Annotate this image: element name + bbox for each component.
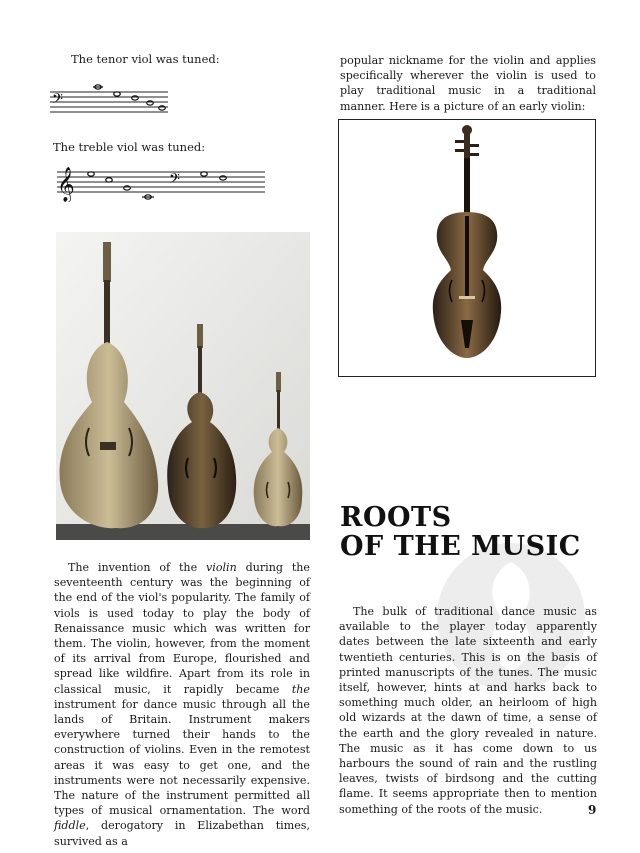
svg-text:𝄢: 𝄢 (169, 171, 180, 191)
roots-of-music-heading: ROOTS OF THE MUSIC (340, 502, 581, 562)
svg-text:𝄞: 𝄞 (57, 167, 75, 202)
tenor-viol-staff (50, 84, 170, 124)
treble-viol-staff (57, 164, 267, 202)
viols-photo (56, 232, 310, 540)
svg-text:𝄢: 𝄢 (52, 91, 63, 111)
violin-history-paragraph: The invention of the violin during the seventeenth century was the beginning of the end of the viol's popularity. The family of viols is used today to play the body of Renaissance music which was written for them. The violin, however, from the moment of its arrival from Europe, flourished and spread like wildfire. Apart from its role in classical music, it rapidly became the instrument for dance music through all the lands of Britain. Instrument makers everywhere turned their hands to the construction of violins. Even in the remotest areas it was easy to get one, and the instruments were not necessarily expensive. The nature of the instrument permitted all types of musical ornamentation. The word fiddle, derogatory in Elizabethan times, survived as a (54, 561, 310, 848)
treble-viol-caption: The treble viol was tuned: (53, 140, 206, 154)
violin-intro-paragraph: popular nickname for the violin and applies specifically wherever the violin is used to play traditional music in a traditional manner. Here is a picture of an early violin: (340, 54, 596, 113)
roots-paragraph: The bulk of traditional dance music as available to the player today apparently dates between the late sixteenth and early twentieth centuries. This is on the basis of printed manuscripts of the tunes. The music itself, however, hints at and harks back to something much older, an heirloom of high old wizards at the dawn of time, a sense of the earth and the glory revealed in nature. The music as it has come down to us harbours the sound of rain and the rustling leaves, twists of birdsong and the cutting flame. It seems appropriate then to mention something of the roots of the music. (339, 605, 597, 816)
page-number: 9 (588, 803, 597, 817)
tenor-viol-caption: The tenor viol was tuned: (71, 52, 220, 66)
early-violin-photo-frame (338, 119, 596, 377)
early-violin-photo (339, 120, 595, 376)
